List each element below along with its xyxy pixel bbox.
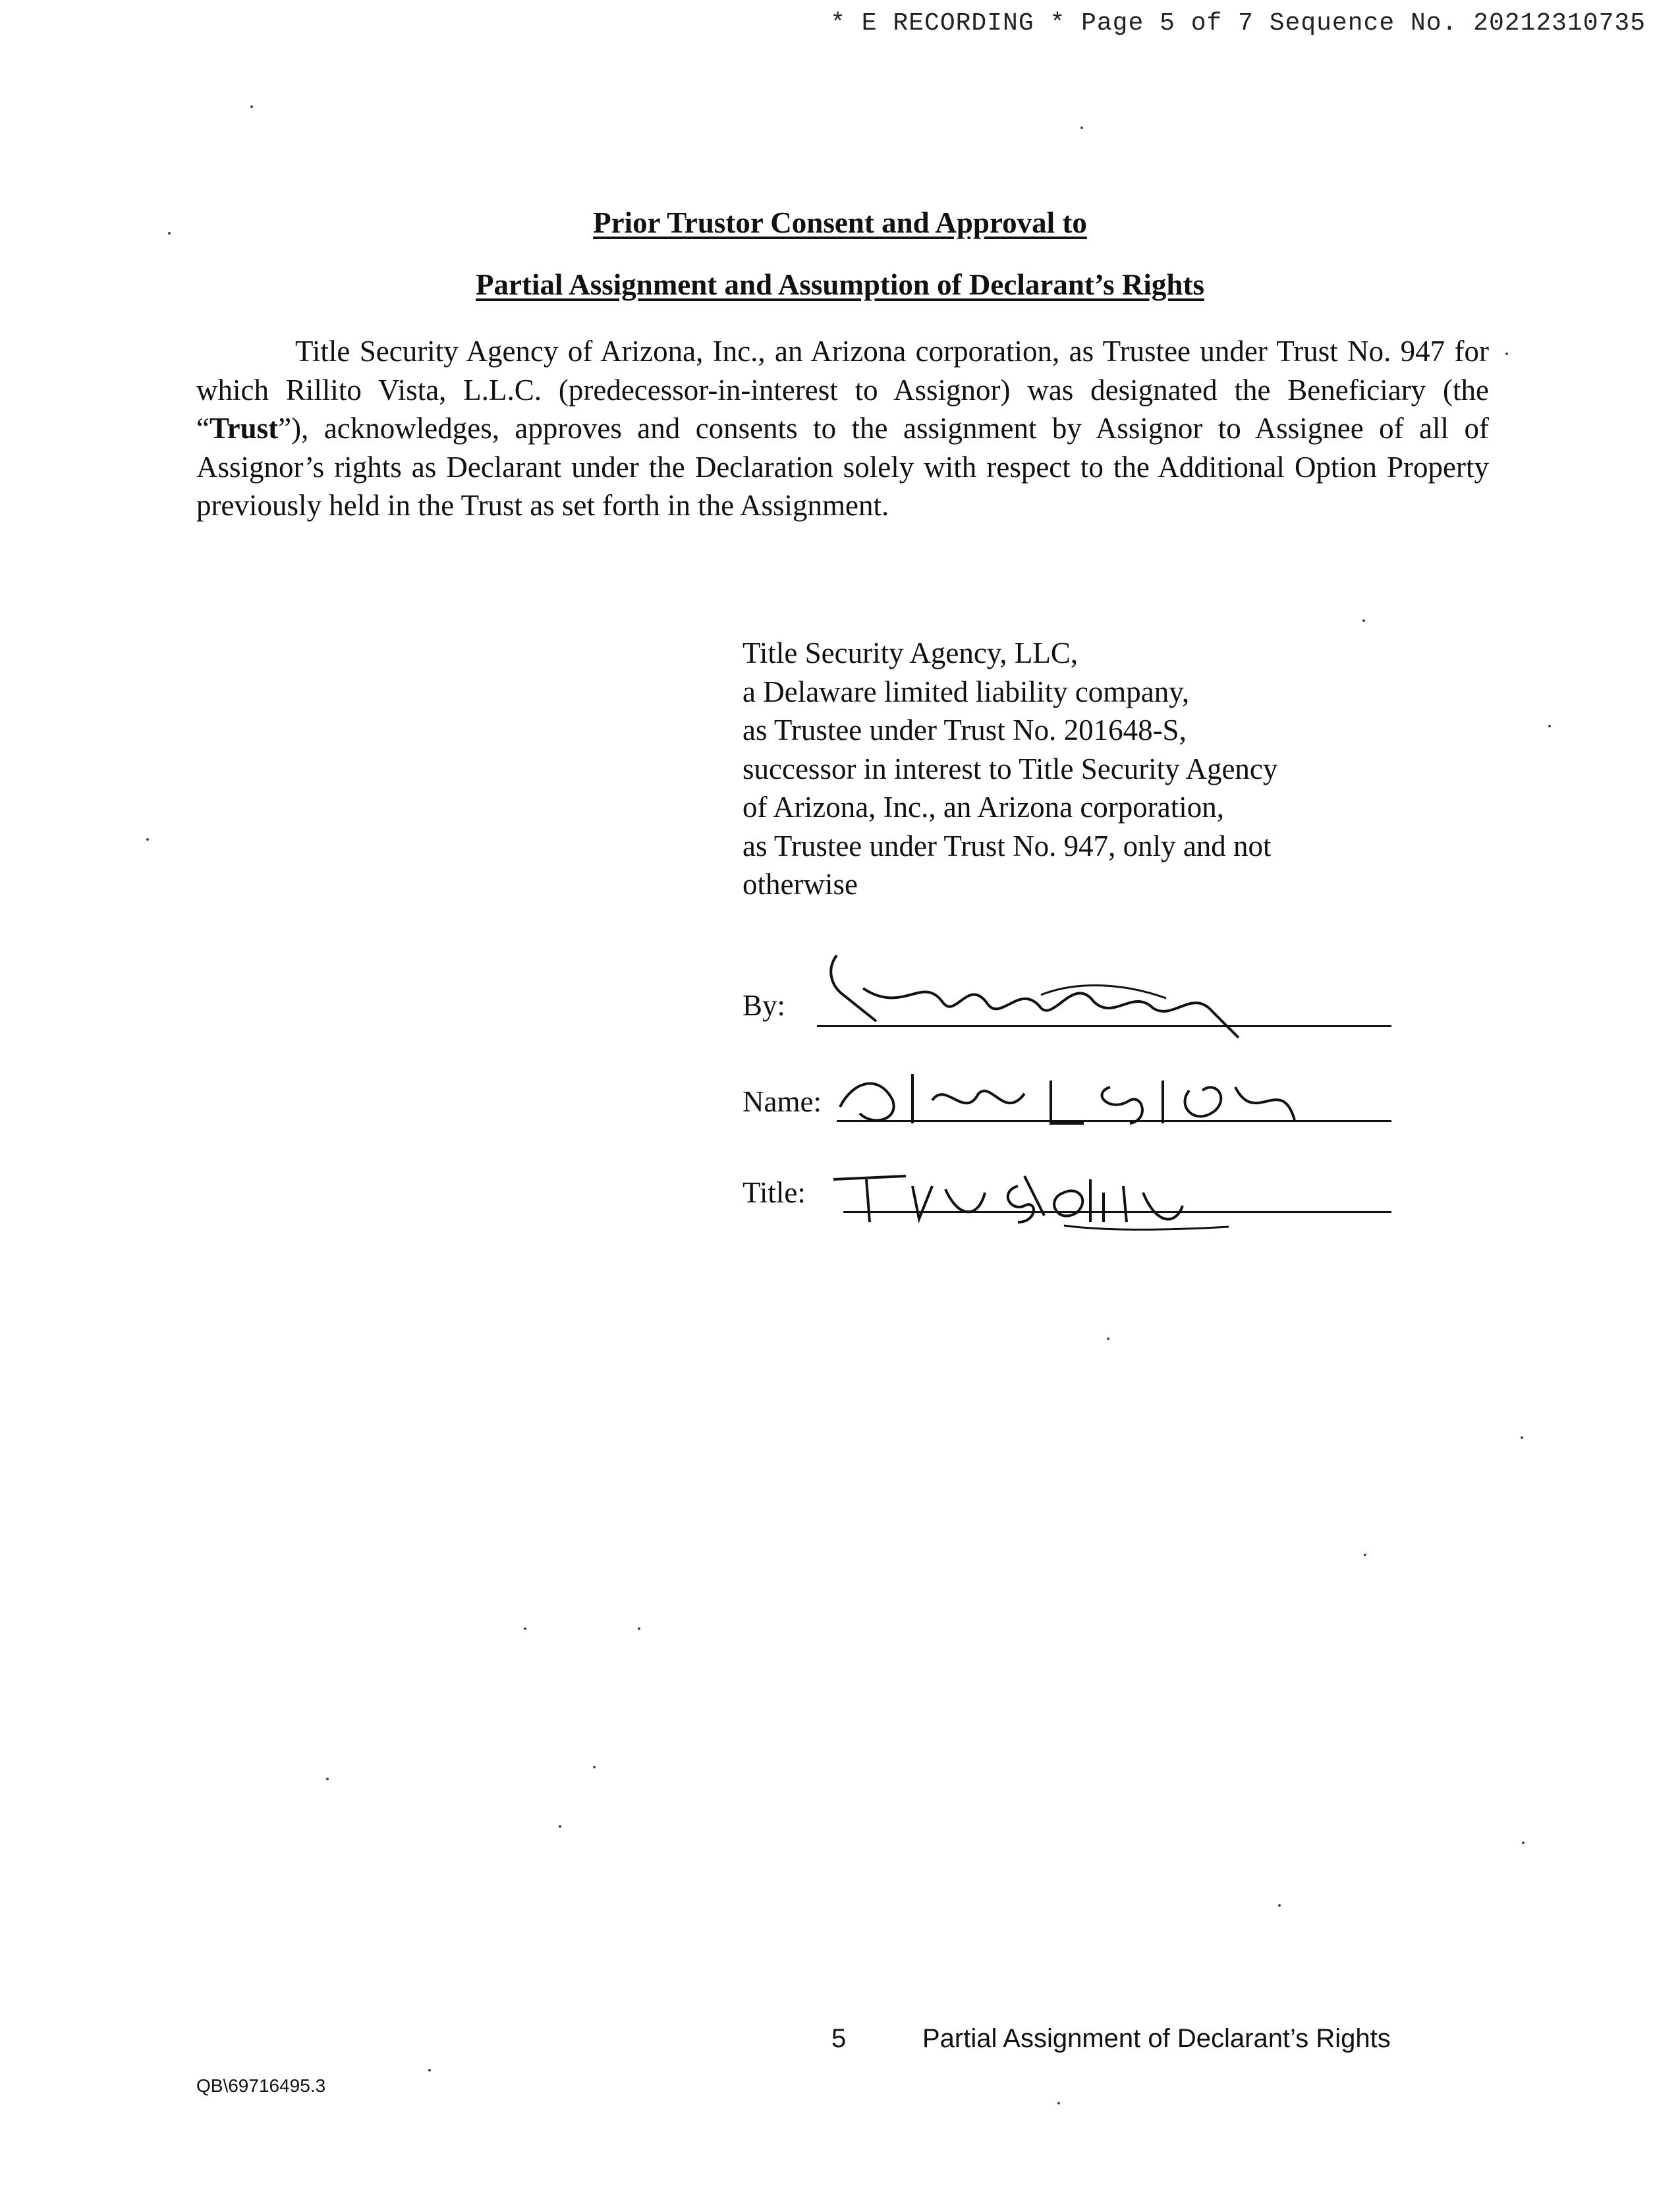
scan-speck: [250, 105, 253, 108]
paragraph-text-part-1: Title Security Agency of Arizona, Inc., an Arizona corporation, as Trustee under Trust No. 947 for which Rillito Vista, L.L.C. (predecessor-in-interest to Assignor) was designated the Beneficiary (the “: [196, 335, 1489, 445]
scan-speck: [1548, 725, 1551, 727]
scan-speck: [638, 1627, 640, 1630]
footer-document-title: Partial Assignment of Declarant’s Rights: [922, 2024, 1391, 2053]
signature-entity-block: [742, 634, 1401, 904]
scan-speck: [524, 1627, 526, 1630]
document-id: QB\69716495.3: [196, 2075, 326, 2096]
page-number: 5: [831, 2024, 847, 2053]
entity-line: as Trustee under Trust No. 947, only and not: [742, 829, 1272, 862]
entity-line: a Delaware limited liability company,: [742, 675, 1190, 708]
scan-speck: [1278, 1904, 1281, 1907]
entity-line: of Arizona, Inc., an Arizona corporation,: [742, 791, 1224, 824]
scan-speck: [168, 232, 171, 235]
title-label: Title:: [742, 1176, 806, 1209]
entity-line: as Trustee under Trust No. 201648-S,: [742, 714, 1187, 746]
paragraph-text-part-2: ”), acknowledges, approves and consents to the assignment by Assignor to Assignee of all of Assignor’s rights as Declarant under the Declaration solely with respect to the Additional Option Property previously held in the Trust as set forth in the Assignment.: [196, 412, 1489, 522]
handwritten-printed-name: [833, 1061, 1308, 1133]
name-label: Name:: [742, 1085, 822, 1118]
handwritten-title: [827, 1160, 1235, 1232]
scan-speck: [1521, 1436, 1523, 1439]
handwritten-signature: [824, 949, 1258, 1041]
scan-speck: [1080, 127, 1083, 129]
entity-line: Title Security Agency, LLC,: [742, 636, 1078, 669]
paragraph-bold-term: Trust: [209, 412, 279, 445]
entity-line: successor in interest to Title Security Agency: [742, 752, 1278, 785]
scan-speck: [559, 1825, 561, 1828]
entity-line: otherwise: [742, 868, 858, 901]
recording-stamp: * E RECORDING * Page 5 of 7 Sequence No. 20212310735: [830, 9, 1646, 38]
scan-speck: [1522, 1842, 1525, 1844]
scan-speck: [1364, 1554, 1366, 1556]
document-title-line-1: Prior Trustor Consent and Approval to: [593, 206, 1087, 239]
by-label: By:: [742, 989, 786, 1022]
scan-speck: [593, 1766, 596, 1768]
scan-speck: [428, 2069, 431, 2071]
document-title-line-2: Partial Assignment and Assumption of Declarant’s Rights: [476, 268, 1204, 301]
scan-speck: [1107, 1337, 1109, 1340]
scan-speck: [326, 1778, 329, 1780]
scan-speck: [1505, 352, 1508, 355]
scan-speck: [1362, 619, 1365, 622]
scan-speck: [146, 838, 149, 841]
consent-paragraph: [196, 332, 1489, 525]
scan-speck: [1057, 2102, 1060, 2104]
